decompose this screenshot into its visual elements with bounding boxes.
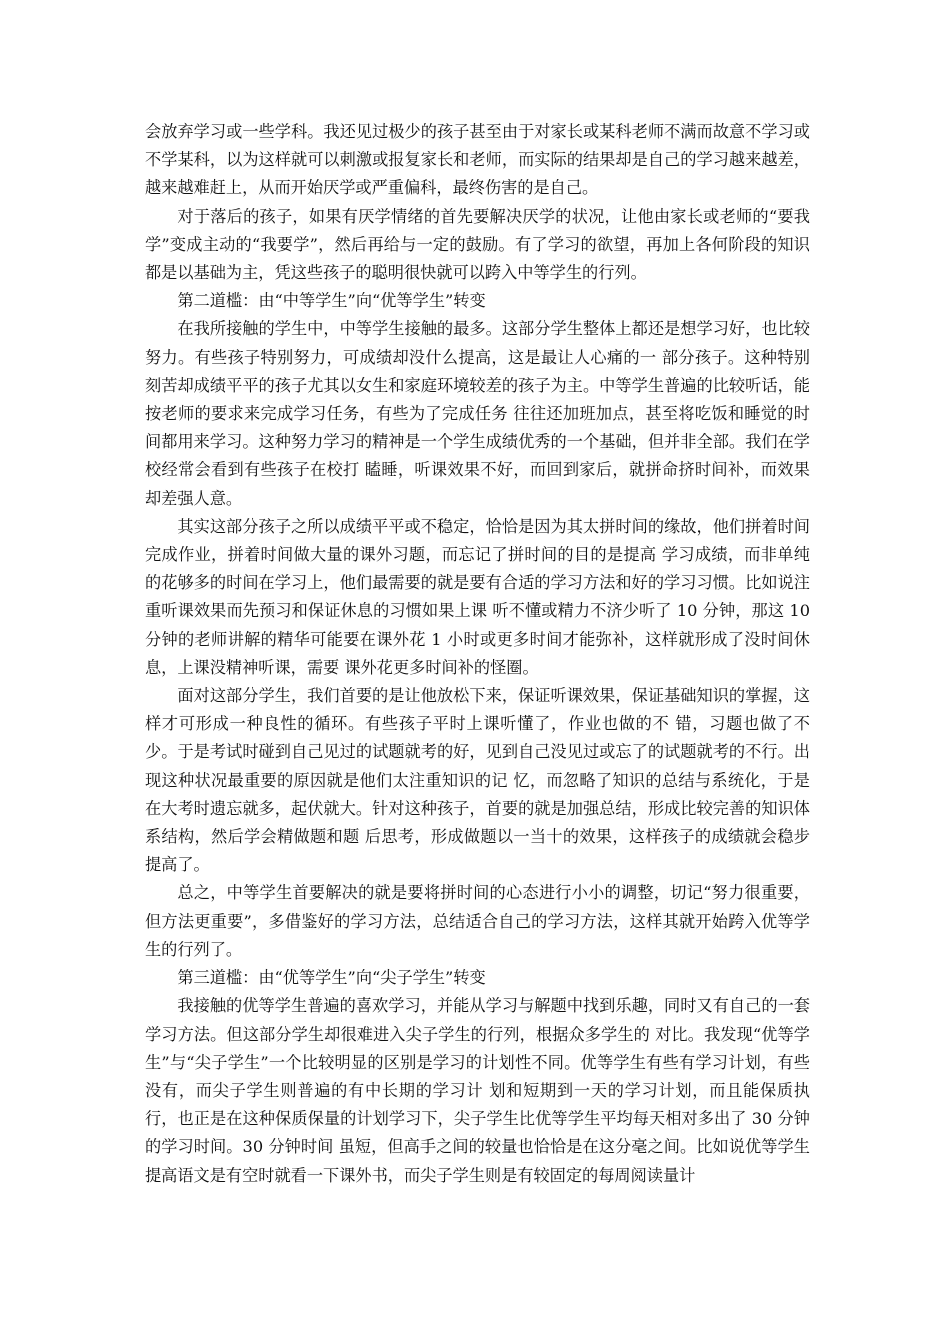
- paragraph-2: 对于落后的孩子，如果有厌学情绪的首先要解决厌学的状况，让他由家长或老师的“要我学”变成主动的“我要学”，然后再给与一定的鼓励。有了学习的欲望，再加上各何阶段的知识都是以基础为主，凭这些孩子的聪明很快就可以跨入中等学生的行列。: [145, 206, 810, 283]
- paragraph-5: 面对这部分学生，我们首要的是让他放松下来，保证听课效果，保证基础知识的掌握，这样才可形成一种良性的循环。有些孩子平时上课听懂了，作业也做的不 错，习题也做了不少。于是考试时碰到自己见过的试题就考的好，见到自己没见过或忘了的试题就考的不行。出现这种状况最重要的原因就是他们太注重知识的记 忆，而忽略了知识的总结与系统化，于是在大考时遗忘就多，起伏就大。针对这种孩子，首要的就是加强总结，形成比较完善的知识体系结构，然后学会精做题和题 后思考，形成做题以一当十的效果，这样孩子的成绩就会稳步提高了。: [145, 686, 810, 875]
- section-heading-2: 第二道槛：由“中等学生”向“优等学生”转变: [177, 291, 486, 311]
- paragraph-4: 其实这部分孩子之所以成绩平平或不稳定，恰恰是因为其太拼时间的缘故，他们拼着时间完成作业，拼着时间做大量的课外习题，而忘记了拼时间的目的是提高 学习成绩，而非单纯的花够多的时间在学习上，他们最需要的就是要有合适的学习方法和好的学习习惯。比如说注重听课效果而先预习和保证休息的习惯如果上课 听不懂或精力不济少听了 10 分钟，那这 10 分钟的老师讲解的精华可能要在课外花 1 小时或更多时间才能弥补，这样就形成了没时间休息，上课没精神听课，需要 课外花更多时间补的怪圈。: [145, 516, 810, 677]
- document-page: [145, 118, 810, 1190]
- paragraph-7: 我接触的优等学生普遍的喜欢学习，并能从学习与解题中找到乐趣，同时又有自己的一套学习方法。但这部分学生却很难进入尖子学生的行列，根据众多学生的 对比。我发现“优等学生”与“尖子学生”一个比较明显的区别是学习的计划性不同。优等学生有些有学习计划，有些没有，而尖子学生则普遍的有中长期的学习计 划和短期到一天的学习计划，而且能保质执行，也正是在这种保质保量的计划学习下，尖子学生比优等学生平均每天相对多出了 30 分钟的学习时间。30 分钟时间 虽短，但高手之间的较量也恰恰是在这分毫之间。比如说优等学生提高语文是有空时就看一下课外书，而尖子学生则是有较固定的每周阅读量计: [145, 996, 810, 1185]
- paragraph-6: 总之，中等学生首要解决的就是要将拼时间的心态进行小小的调整，切记“努力很重要，但方法更重要”，多借鉴好的学习方法，总结适合自己的学习方法，这样其就开始跨入优等学生的行列了。: [145, 883, 810, 959]
- paragraph-3: 在我所接触的学生中，中等学生接触的最多。这部分学生整体上都还是想学习好，也比较努力。有些孩子特别努力，可成绩却没什么提高，这是最让人心痛的一 部分孩子。这种特别刻苦却成绩平平的孩子尤其以女生和家庭环境较差的孩子为主。中等学生普遍的比较听话，能按老师的要求来完成学习任务，有些为了完成任务 往往还加班加点，甚至将吃饭和睡觉的时间都用来学习。这种努力学习的精神是一个学生成绩优秀的一个基础，但并非全部。我们在学校经常会看到有些孩子在校打 瞌睡，听课效果不好，而回到家后，就拼命挤时间补，而效果却差强人意。: [145, 319, 810, 508]
- paragraph-1: 会放弃学习或一些学科。我还见过极少的孩子甚至由于对家长或某科老师不满而故意不学习或 不学某科，以为这样就可以刺激或报复家长和老师，而实际的结果却是自己的学习越来越差，越来越难赶上，从而开始厌学或严重偏科，最终伤害的是自己。: [145, 122, 810, 198]
- section-heading-3: 第三道槛：由“优等学生”向“尖子学生”转变: [177, 968, 486, 988]
